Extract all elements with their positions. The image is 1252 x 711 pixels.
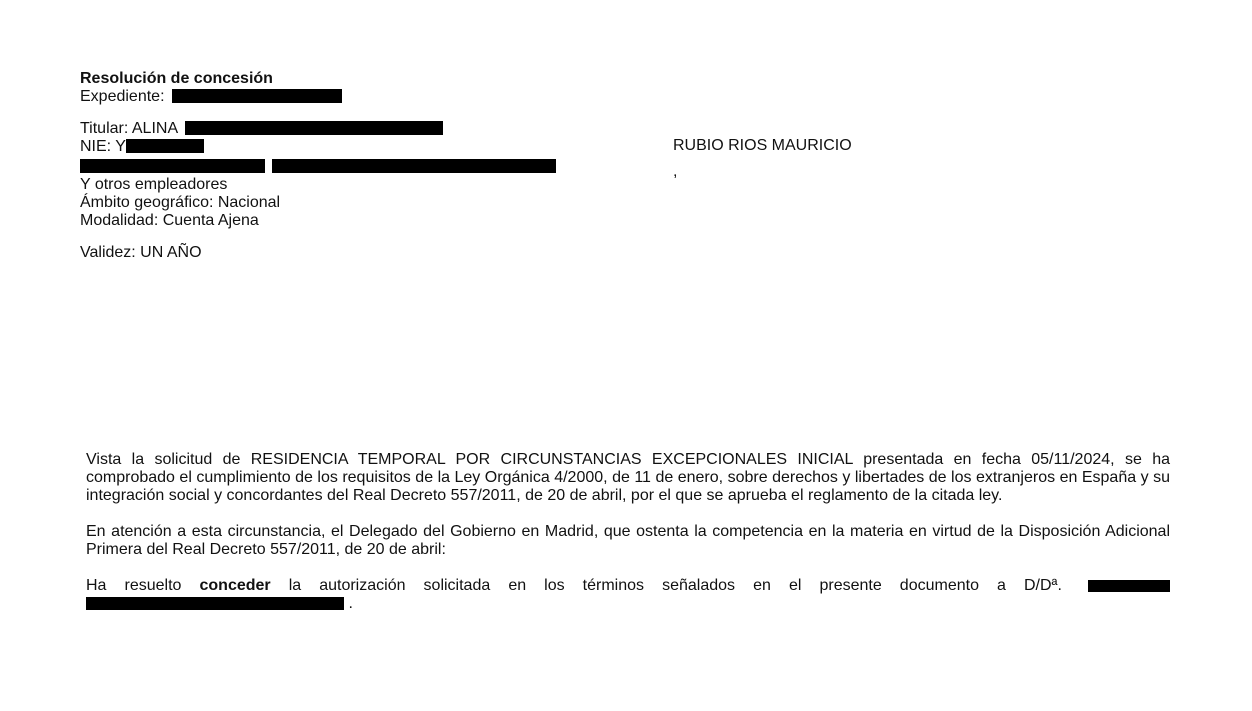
body-paragraph-3 <box>86 577 1170 613</box>
resolution-suffix: la autorización solicitada en los términos señalados en el presente documento a D/Dª. <box>288 577 1062 594</box>
nie-line <box>80 138 600 156</box>
body-paragraph-1: Vista la solicitud de RESIDENCIA TEMPORAL POR CIRCUNSTANCIAS EXCEPCIONALES INICIAL presentada en fecha 05/11/2024, se ha comprobado el cumplimiento de los requisitos de la Ley Orgánica 4/2000, de 11 de enero, sobre derechos y libertades de los extranjeros en España y su integración social y concordantes del Real Decreto 557/2011, de 20 de abril, por el que se aprueba el reglamento de la citada ley. <box>86 451 1170 504</box>
expediente-line <box>80 88 600 106</box>
redacted-nie-number <box>126 139 204 153</box>
expediente-label: Expediente: <box>80 88 165 105</box>
resolution-prefix: Ha resuelto <box>86 577 182 594</box>
redacted-employer-name <box>80 159 265 173</box>
validez: Validez: UN AÑO <box>80 244 202 261</box>
titular-line <box>80 120 600 138</box>
recipient-block <box>673 137 1093 181</box>
redacted-titular-surname <box>185 121 443 135</box>
otros-empleadores: Y otros empleadores <box>80 176 228 193</box>
redacted-expediente-number <box>172 89 342 103</box>
titular-label: Titular: ALINA <box>80 120 178 137</box>
resolution-body <box>86 451 1170 613</box>
ambito-geografico: Ámbito geográfico: Nacional <box>80 194 281 211</box>
resolution-header <box>80 70 600 262</box>
employer-line <box>80 156 600 176</box>
resolution-end: . <box>348 595 353 612</box>
redacted-employer-address <box>272 159 556 173</box>
body-paragraph-2: En atención a esta circunstancia, el Delegado del Gobierno en Madrid, que ostenta la competencia en la materia en virtud de la Disposición Adicional Primera del Real Decreto 557/2011, de 20 de abril: <box>86 523 1170 558</box>
redacted-beneficiary-first <box>1088 580 1170 592</box>
document-title: Resolución de concesión <box>80 70 273 87</box>
recipient-address: , <box>673 163 678 180</box>
redacted-beneficiary-second <box>86 597 344 610</box>
resolution-verb: conceder <box>199 577 271 594</box>
recipient-name: RUBIO RIOS MAURICIO <box>673 137 852 154</box>
nie-label: NIE: Y <box>80 138 126 155</box>
modalidad: Modalidad: Cuenta Ajena <box>80 212 259 229</box>
